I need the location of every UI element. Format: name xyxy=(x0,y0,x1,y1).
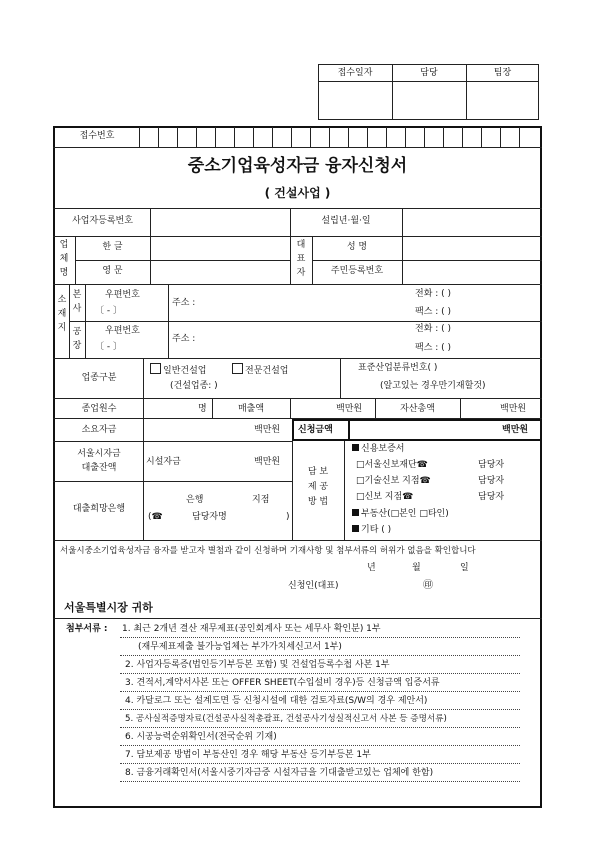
special-checkbox[interactable] xyxy=(232,363,243,374)
assets-label: 자산총액 xyxy=(400,404,435,414)
factory-label: 공 장 xyxy=(72,327,82,351)
resident-no-field[interactable] xyxy=(403,261,541,283)
industry-label: 업종구분 xyxy=(81,373,117,383)
hq-address-label: 주소 : xyxy=(172,298,196,308)
est-date-label: 설립년·월·일 xyxy=(321,216,371,226)
company-label: 업 체 명 xyxy=(59,240,69,278)
english-name-field[interactable] xyxy=(151,261,289,283)
factory-phone[interactable]: 전화 : ( ) xyxy=(415,324,452,334)
hq-label: 본 사 xyxy=(72,290,82,314)
confirm-year: 년 xyxy=(367,563,376,573)
tech-guarantee-option[interactable]: □기술신보 지점☎ xyxy=(356,476,431,486)
hope-bank-label: 대출희망은행 xyxy=(72,504,126,514)
hq-phone[interactable]: 전화 : ( ) xyxy=(415,289,452,299)
confirm-day: 일 xyxy=(460,563,469,573)
factory-address-label: 주소 : xyxy=(172,334,196,344)
confirm-month: 월 xyxy=(412,563,421,573)
sales-label: 매출액 xyxy=(237,404,265,414)
credit-guarantee-manager: 담당자 xyxy=(478,492,505,502)
reception-label: 접수번호 xyxy=(79,131,115,141)
biz-reg-label: 사업자등록번호 xyxy=(72,216,133,226)
factory-zip-label: 우편번호 xyxy=(105,326,140,336)
attachment-item-7: 7. 담보제공 방법이 부동산인 경우 해당 부동산 등기부등본 1부 xyxy=(125,750,371,760)
bank-label: 은행 xyxy=(186,495,204,505)
credit-guarantee-option[interactable]: □신보 지점☎ xyxy=(356,492,414,502)
form-subtitle: ( 건설사업 ) xyxy=(264,186,331,200)
location-label: 소 재 지 xyxy=(57,295,67,333)
attachment-item-5: 5. 공사실적증명자료(건설공사실적총괄표, 건설공사기성실적신고서 사본 등 증명서류) xyxy=(125,714,447,724)
hq-fax[interactable]: 팩스 : ( ) xyxy=(415,307,452,317)
attachment-item-1-note: (재무제표제출 불가능업체는 부가가치세신고서 1부) xyxy=(138,642,342,652)
assets-unit: 백만원 xyxy=(500,404,527,414)
general-construction-option[interactable]: 일반건설업 xyxy=(150,363,206,377)
factory-zip-field[interactable]: 〔 - 〕 xyxy=(95,342,122,352)
attachment-item-1: 1. 최근 2개년 결산 재무제표(공인회계사 또는 세무사 확인분) 1부 xyxy=(122,624,381,634)
branch-label: 지점 xyxy=(252,495,270,505)
english-label: 영 문 xyxy=(102,266,123,276)
bank-manager-name[interactable]: 담당자명 xyxy=(192,512,227,522)
guarantee-option[interactable]: 신용보증서 xyxy=(352,444,404,455)
other-option[interactable]: 기타 ( ) xyxy=(352,525,391,536)
employees-unit: 명 xyxy=(198,404,207,414)
confirm-statement: 서울시중소기업육성자금 융자를 받고자 별첨과 같이 신청하며 기재사항 및 첨부서류의 허위가 없음을 확인합니다 xyxy=(60,546,476,556)
required-funds-unit: 백만원 xyxy=(254,425,281,435)
name-label: 성 명 xyxy=(346,242,368,252)
bank-close-paren: ) xyxy=(286,512,290,522)
approval-date-header: 접수일자 xyxy=(337,68,373,78)
seoul-guarantee-manager: 담당자 xyxy=(478,460,505,470)
rep-name-field[interactable] xyxy=(403,237,541,259)
attachment-item-2: 2. 사업자등록증(법인등기부등본 포함) 및 건설업등록수첩 사본 1부 xyxy=(125,660,390,670)
facility-fund-label: 시설자금 xyxy=(146,457,181,467)
special-construction-option[interactable]: 전문건설업 xyxy=(232,363,288,377)
real-estate-option[interactable]: 부동산(□본인 □타인) xyxy=(352,509,449,520)
attachment-item-6: 6. 시공능력순위확인서(전국순위 기재) xyxy=(125,732,277,742)
korean-label: 한 글 xyxy=(102,242,123,252)
approval-teamlead-header: 팀장 xyxy=(493,68,512,78)
std-class-note: (알고있는 경우만기재할것) xyxy=(380,381,486,391)
apply-amount-label: 신청금액 xyxy=(298,425,333,435)
facility-fund-unit: 백만원 xyxy=(254,457,281,467)
seoul-guarantee-option[interactable]: □서울신보재단☎ xyxy=(356,460,428,470)
addressee: 서울특별시장 귀하 xyxy=(64,601,153,614)
sales-unit: 백만원 xyxy=(336,404,363,414)
hq-zip-field[interactable]: 〔 - 〕 xyxy=(95,306,122,316)
general-checkbox[interactable] xyxy=(150,363,161,374)
collateral-label: 담 보 제 공 방 법 xyxy=(307,467,329,507)
korean-name-field[interactable] xyxy=(151,237,289,259)
attachment-item-8: 8. 금융거래확인서(서울시중기자금중 시설자금을 기대출받고있는 업체에 한함) xyxy=(125,768,434,778)
employees-label: 종업원수 xyxy=(81,404,117,414)
bank-tel[interactable]: (☎ xyxy=(148,512,163,522)
attachment-item-4: 4. 카달로그 또는 설계도면 등 신청시설에 대한 검토자료(S/W의 경우 제안서) xyxy=(125,696,428,706)
construction-type[interactable]: (건설업종: ) xyxy=(170,381,218,391)
apply-amount-unit: 백만원 xyxy=(502,425,529,435)
hq-zip-label: 우편번호 xyxy=(105,290,140,300)
seoul-loan-label: 서울시자금 대출잔액 xyxy=(77,449,121,473)
form-title: 중소기업육성자금 융자신청서 xyxy=(187,156,408,176)
seal-mark: ㊞ xyxy=(423,580,433,591)
tech-guarantee-manager: 담당자 xyxy=(478,476,505,486)
required-funds-label: 소요자금 xyxy=(81,425,117,435)
rep-label: 대 표 자 xyxy=(296,240,306,278)
applicant-label: 신청인(대표) xyxy=(288,581,339,591)
attachment-item-3: 3. 견적서,계약서사본 또는 OFFER SHEET(수입설비 경우)등 신청금액 입증서류 xyxy=(125,678,440,688)
biz-reg-field[interactable] xyxy=(151,209,289,235)
std-class-label: 표준산업분류번호( ) xyxy=(358,363,438,373)
est-date-field[interactable] xyxy=(403,209,541,235)
attachments-label: 첨부서류 : xyxy=(66,624,108,634)
approval-manager-header: 담당 xyxy=(420,68,438,78)
resident-no-label: 주민등록번호 xyxy=(330,266,384,276)
factory-fax[interactable]: 팩스 : ( ) xyxy=(415,343,452,353)
